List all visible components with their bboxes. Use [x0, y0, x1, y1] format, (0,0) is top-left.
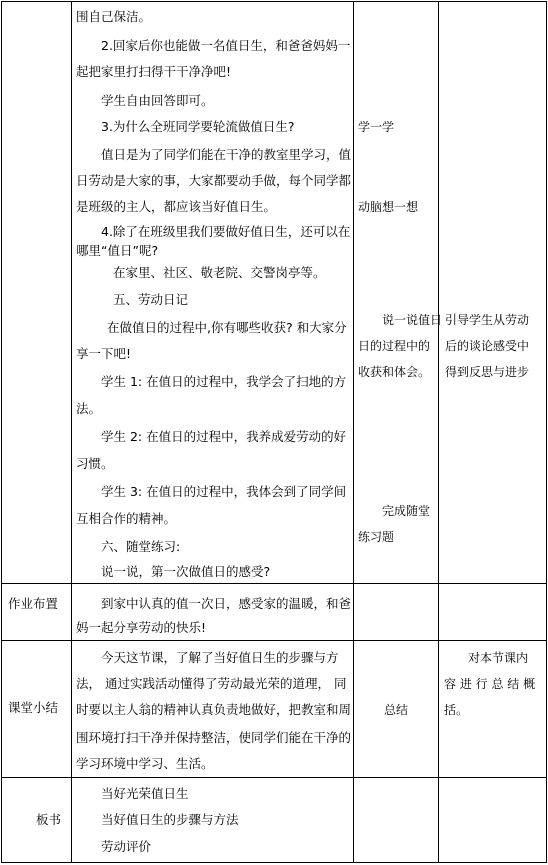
purpose-line: 得到反思与进步: [445, 365, 530, 379]
activity-line: 收获和体会。: [358, 365, 431, 379]
row-divider-2: [1, 640, 547, 641]
content-line: 享一下吧!: [76, 346, 132, 361]
content-line: 习惯。: [76, 456, 114, 471]
content-line: 学生 3: 在值日的过程中，我体会到了同学间: [101, 484, 347, 499]
table-border-right: [546, 1, 547, 863]
content-line: 是班级的主人，都应该当好值日生。: [76, 199, 277, 214]
purpose-line: 引导学生从劳动: [445, 313, 530, 327]
board-label: 板书: [36, 812, 62, 827]
activity-line: 动脑想一想: [358, 200, 419, 214]
content-line: 在做值日的过程中,你有哪些收获? 和大家分: [107, 320, 347, 335]
summary-label: 课堂小结: [8, 700, 59, 715]
row-divider-1: [1, 583, 547, 584]
content-line: 3.为什么全班同学要轮流做值日生?: [101, 119, 295, 134]
homework-line: 妈一起分享劳动的快乐!: [76, 620, 207, 635]
summary-activity: 总结: [384, 703, 409, 717]
activity-line: 学一学: [358, 120, 395, 134]
table-border-top: [1, 1, 547, 2]
table-border-bottom: [1, 862, 547, 863]
summary-purpose-line: 对本节课内: [468, 651, 529, 665]
content-line: 学生 1: 在值日的过程中，我学会了扫地的方: [101, 374, 347, 389]
content-line: 在家里、社区、敬老院、交警岗亭等。: [113, 265, 326, 280]
content-line: 值日是为了同学们能在干净的教室里学习，值: [101, 147, 352, 162]
summary-line: 学习环境中学习、生活。: [76, 756, 214, 771]
content-line: 围自己保洁。: [76, 9, 152, 24]
board-line: 当好值日生的步骤与方法: [101, 812, 239, 827]
content-line: 2.回家后你也能做一名值日生，和爸爸妈妈一: [101, 38, 351, 53]
row-divider-3: [1, 777, 547, 778]
table-border-left: [1, 1, 2, 863]
content-line: 起把家里打扫得干干净净吧!: [76, 64, 232, 79]
column-divider-1: [71, 1, 72, 863]
content-line: 学生自由回答即可。: [101, 93, 214, 108]
summary-purpose-line: 容 进 行 总 结 概: [444, 677, 536, 691]
purpose-line: 后的谈论感受中: [445, 339, 530, 353]
activity-line: 完成随堂: [382, 504, 431, 518]
summary-line: 围环境打扫干净并保持整洁，使同学们能在干净的: [76, 730, 352, 745]
content-line: 法。: [76, 401, 102, 416]
content-line: 互相合作的精神。: [76, 511, 177, 526]
summary-purpose-line: 括。: [444, 703, 469, 717]
section-heading: 五、劳动日记: [113, 292, 189, 307]
summary-line: 时要以主人翁的精神认真负责地做好，把教室和周: [76, 702, 352, 717]
activity-line: 练习题: [358, 530, 395, 544]
column-divider-2: [353, 1, 354, 863]
summary-line: 今天这节课，了解了当好值日生的步骤与方: [101, 650, 339, 665]
content-line: 4.除了在班级里我们要做好值日生，还可以在: [101, 224, 351, 239]
homework-label: 作业布置: [8, 596, 59, 611]
summary-line: 法， 通过实践活动懂得了劳动最光荣的道理， 同: [76, 676, 347, 691]
content-line: 日劳动是大家的事，大家都要动手做，每个同学都: [76, 173, 352, 188]
section-heading: 六、随堂练习:: [101, 539, 181, 554]
board-line: 当好光荣值日生: [101, 786, 189, 801]
board-line: 劳动评价: [101, 839, 152, 854]
content-line: 哪里“值日”呢?: [76, 243, 159, 258]
activity-line: 日的过程中的: [358, 339, 431, 353]
column-divider-3: [438, 1, 439, 863]
content-line: 说一说，第一次做值日的感受?: [101, 564, 271, 579]
activity-line: 说一说值日: [382, 313, 443, 327]
content-line: 学生 2: 在值日的过程中，我养成爱劳动的好: [101, 429, 347, 444]
homework-line: 到家中认真的值一次日，感受家的温暖，和爸: [101, 596, 352, 611]
